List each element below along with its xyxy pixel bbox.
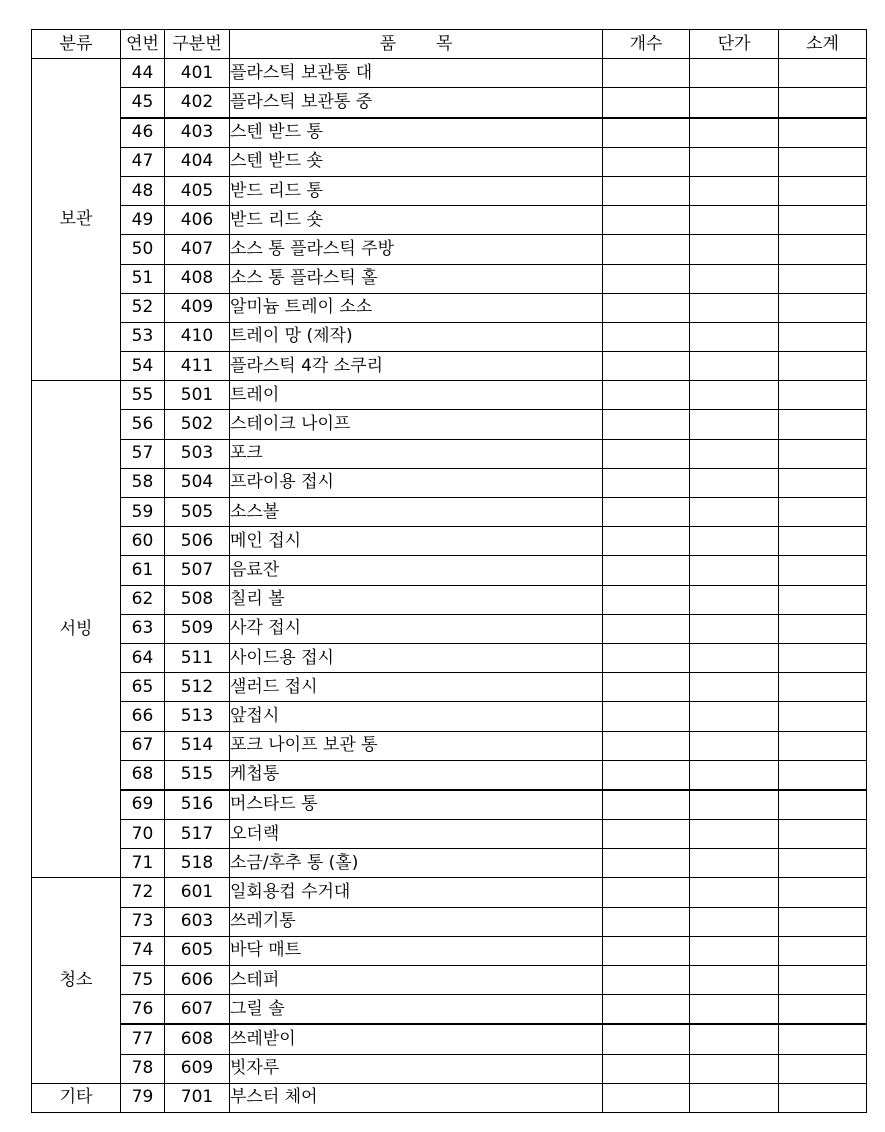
code-cell: 506: [165, 527, 230, 556]
item-cell: 플라스틱 보관통 대: [230, 59, 603, 88]
count-cell: [603, 206, 690, 235]
subtotal-cell: [779, 176, 867, 205]
table-row: [32, 673, 867, 702]
seq-cell: 65: [121, 673, 165, 702]
count-cell: [603, 556, 690, 585]
header-item-char2: 목: [436, 33, 453, 54]
unit-price-cell: [690, 206, 779, 235]
item-cell: 스텐 받드 숏: [230, 147, 603, 176]
unit-price-cell: [690, 556, 779, 585]
unit-price-cell: [690, 790, 779, 820]
subtotal-cell: [779, 468, 867, 497]
seq-cell: 73: [121, 907, 165, 936]
count-cell: [603, 527, 690, 556]
header-seq: 연번: [121, 30, 165, 59]
table-row: [32, 88, 867, 118]
subtotal-cell: [779, 995, 867, 1025]
unit-price-cell: [690, 293, 779, 322]
count-cell: [603, 439, 690, 468]
table-row: [32, 760, 867, 790]
unit-price-cell: [690, 907, 779, 936]
code-cell: 403: [165, 118, 230, 148]
item-cell: 포크 나이프 보관 통: [230, 731, 603, 760]
table-row: [32, 352, 867, 381]
code-cell: 514: [165, 731, 230, 760]
item-cell: 빗자루: [230, 1054, 603, 1083]
subtotal-cell: [779, 381, 867, 410]
unit-price-cell: [690, 439, 779, 468]
item-cell: 오더랙: [230, 820, 603, 849]
count-cell: [603, 498, 690, 527]
code-cell: 402: [165, 88, 230, 118]
unit-price-cell: [690, 585, 779, 614]
count-cell: [603, 966, 690, 995]
category-cell: 보관: [32, 59, 121, 381]
subtotal-cell: [779, 643, 867, 672]
count-cell: [603, 995, 690, 1025]
unit-price-cell: [690, 878, 779, 907]
count-cell: [603, 585, 690, 614]
subtotal-cell: [779, 936, 867, 965]
item-cell: 음료잔: [230, 556, 603, 585]
subtotal-cell: [779, 206, 867, 235]
table-row: [32, 381, 867, 410]
item-cell: 소금/후추 통 (홀): [230, 849, 603, 878]
subtotal-cell: [779, 760, 867, 790]
seq-cell: 79: [121, 1083, 165, 1112]
code-cell: 407: [165, 235, 230, 264]
subtotal-cell: [779, 410, 867, 439]
header-unit-price: 단가: [690, 30, 779, 59]
unit-price-cell: [690, 936, 779, 965]
item-cell: 그릴 솔: [230, 995, 603, 1025]
unit-price-cell: [690, 849, 779, 878]
unit-price-cell: [690, 498, 779, 527]
code-cell: 504: [165, 468, 230, 497]
table-row: [32, 585, 867, 614]
code-cell: 512: [165, 673, 230, 702]
unit-price-cell: [690, 322, 779, 351]
unit-price-cell: [690, 643, 779, 672]
subtotal-cell: [779, 585, 867, 614]
item-cell: 소스 통 플라스틱 홀: [230, 264, 603, 293]
item-cell: 스테이크 나이프: [230, 410, 603, 439]
subtotal-cell: [779, 1054, 867, 1083]
subtotal-cell: [779, 352, 867, 381]
count-cell: [603, 88, 690, 118]
table-row: [32, 439, 867, 468]
count-cell: [603, 381, 690, 410]
subtotal-cell: [779, 88, 867, 118]
subtotal-cell: [779, 849, 867, 878]
seq-cell: 64: [121, 643, 165, 672]
table-row: [32, 293, 867, 322]
seq-cell: 48: [121, 176, 165, 205]
count-cell: [603, 878, 690, 907]
seq-cell: 72: [121, 878, 165, 907]
category-cell: 기타: [32, 1083, 121, 1112]
item-cell: 케첩통: [230, 760, 603, 790]
seq-cell: 74: [121, 936, 165, 965]
table-row: [32, 614, 867, 643]
table-row: [32, 147, 867, 176]
table-row: [32, 849, 867, 878]
unit-price-cell: [690, 820, 779, 849]
count-cell: [603, 643, 690, 672]
table-row: [32, 936, 867, 965]
code-cell: 502: [165, 410, 230, 439]
seq-cell: 50: [121, 235, 165, 264]
table-row: [32, 527, 867, 556]
seq-cell: 47: [121, 147, 165, 176]
count-cell: [603, 352, 690, 381]
seq-cell: 54: [121, 352, 165, 381]
unit-price-cell: [690, 88, 779, 118]
unit-price-cell: [690, 614, 779, 643]
table-row: [32, 731, 867, 760]
unit-price-cell: [690, 410, 779, 439]
item-cell: 앞접시: [230, 702, 603, 731]
count-cell: [603, 849, 690, 878]
equipment-list-table: [31, 29, 867, 1113]
count-cell: [603, 468, 690, 497]
subtotal-cell: [779, 118, 867, 148]
subtotal-cell: [779, 614, 867, 643]
seq-cell: 59: [121, 498, 165, 527]
seq-cell: 66: [121, 702, 165, 731]
code-cell: 411: [165, 352, 230, 381]
header-count: 개수: [603, 30, 690, 59]
item-cell: 알미늄 트레이 소소: [230, 293, 603, 322]
subtotal-cell: [779, 673, 867, 702]
subtotal-cell: [779, 147, 867, 176]
code-cell: 517: [165, 820, 230, 849]
unit-price-cell: [690, 1024, 779, 1054]
item-cell: 받드 리드 통: [230, 176, 603, 205]
table-row: [32, 322, 867, 351]
unit-price-cell: [690, 176, 779, 205]
count-cell: [603, 1054, 690, 1083]
subtotal-cell: [779, 556, 867, 585]
table-row: [32, 118, 867, 148]
code-cell: 410: [165, 322, 230, 351]
seq-cell: 51: [121, 264, 165, 293]
header-code: 구분번: [165, 30, 230, 59]
subtotal-cell: [779, 966, 867, 995]
code-cell: 513: [165, 702, 230, 731]
seq-cell: 49: [121, 206, 165, 235]
code-cell: 406: [165, 206, 230, 235]
code-cell: 501: [165, 381, 230, 410]
subtotal-cell: [779, 790, 867, 820]
table-row: [32, 702, 867, 731]
seq-cell: 62: [121, 585, 165, 614]
seq-cell: 52: [121, 293, 165, 322]
code-cell: 603: [165, 907, 230, 936]
item-cell: 사이드용 접시: [230, 643, 603, 672]
unit-price-cell: [690, 381, 779, 410]
code-cell: 404: [165, 147, 230, 176]
code-cell: 608: [165, 1024, 230, 1054]
unit-price-cell: [690, 966, 779, 995]
seq-cell: 56: [121, 410, 165, 439]
code-cell: 408: [165, 264, 230, 293]
count-cell: [603, 176, 690, 205]
subtotal-cell: [779, 1024, 867, 1054]
subtotal-cell: [779, 527, 867, 556]
table-body: [32, 59, 867, 1113]
unit-price-cell: [690, 118, 779, 148]
item-cell: 스텐 받드 통: [230, 118, 603, 148]
count-cell: [603, 293, 690, 322]
table-row: [32, 643, 867, 672]
seq-cell: 67: [121, 731, 165, 760]
unit-price-cell: [690, 147, 779, 176]
code-cell: 601: [165, 878, 230, 907]
item-cell: 일회용컵 수거대: [230, 878, 603, 907]
seq-cell: 57: [121, 439, 165, 468]
item-cell: 사각 접시: [230, 614, 603, 643]
code-cell: 607: [165, 995, 230, 1025]
count-cell: [603, 410, 690, 439]
unit-price-cell: [690, 1083, 779, 1112]
table-row: [32, 995, 867, 1025]
code-cell: 503: [165, 439, 230, 468]
count-cell: [603, 1083, 690, 1112]
count-cell: [603, 760, 690, 790]
count-cell: [603, 59, 690, 88]
code-cell: 605: [165, 936, 230, 965]
item-cell: 소스볼: [230, 498, 603, 527]
count-cell: [603, 820, 690, 849]
table-row: [32, 1024, 867, 1054]
table-row: [32, 556, 867, 585]
category-cell: 서빙: [32, 381, 121, 878]
item-cell: 플라스틱 4각 소쿠리: [230, 352, 603, 381]
table-row: [32, 966, 867, 995]
seq-cell: 61: [121, 556, 165, 585]
item-cell: 프라이용 접시: [230, 468, 603, 497]
seq-cell: 71: [121, 849, 165, 878]
seq-cell: 70: [121, 820, 165, 849]
item-cell: 머스타드 통: [230, 790, 603, 820]
table-row: [32, 410, 867, 439]
table-row: [32, 235, 867, 264]
table-row: [32, 1054, 867, 1083]
item-cell: 소스 통 플라스틱 주방: [230, 235, 603, 264]
item-cell: 쓰레받이: [230, 1024, 603, 1054]
table-row: [32, 820, 867, 849]
unit-price-cell: [690, 264, 779, 293]
code-cell: 505: [165, 498, 230, 527]
seq-cell: 53: [121, 322, 165, 351]
seq-cell: 75: [121, 966, 165, 995]
seq-cell: 68: [121, 760, 165, 790]
seq-cell: 63: [121, 614, 165, 643]
code-cell: 701: [165, 1083, 230, 1112]
code-cell: 516: [165, 790, 230, 820]
unit-price-cell: [690, 235, 779, 264]
item-cell: 메인 접시: [230, 527, 603, 556]
item-cell: 스테퍼: [230, 966, 603, 995]
subtotal-cell: [779, 820, 867, 849]
table-row: [32, 498, 867, 527]
unit-price-cell: [690, 1054, 779, 1083]
seq-cell: 55: [121, 381, 165, 410]
header-item: [230, 30, 603, 59]
subtotal-cell: [779, 731, 867, 760]
table-row: [32, 176, 867, 205]
code-cell: 409: [165, 293, 230, 322]
seq-cell: 78: [121, 1054, 165, 1083]
subtotal-cell: [779, 322, 867, 351]
count-cell: [603, 790, 690, 820]
code-cell: 511: [165, 643, 230, 672]
subtotal-cell: [779, 439, 867, 468]
count-cell: [603, 936, 690, 965]
code-cell: 507: [165, 556, 230, 585]
seq-cell: 60: [121, 527, 165, 556]
count-cell: [603, 907, 690, 936]
code-cell: 518: [165, 849, 230, 878]
header-row: [32, 30, 867, 59]
count-cell: [603, 1024, 690, 1054]
unit-price-cell: [690, 468, 779, 497]
count-cell: [603, 322, 690, 351]
table-row: [32, 1083, 867, 1112]
code-cell: 606: [165, 966, 230, 995]
unit-price-cell: [690, 673, 779, 702]
code-cell: 509: [165, 614, 230, 643]
item-cell: 칠리 볼: [230, 585, 603, 614]
header-subtotal: 소계: [779, 30, 867, 59]
header-item-char1: 품: [379, 33, 396, 54]
header-category: 분류: [32, 30, 121, 59]
item-cell: 트레이 망 (제작): [230, 322, 603, 351]
category-cell: 청소: [32, 878, 121, 1083]
subtotal-cell: [779, 498, 867, 527]
count-cell: [603, 702, 690, 731]
code-cell: 401: [165, 59, 230, 88]
item-cell: 바닥 매트: [230, 936, 603, 965]
count-cell: [603, 614, 690, 643]
subtotal-cell: [779, 59, 867, 88]
seq-cell: 46: [121, 118, 165, 148]
unit-price-cell: [690, 702, 779, 731]
unit-price-cell: [690, 59, 779, 88]
subtotal-cell: [779, 293, 867, 322]
count-cell: [603, 235, 690, 264]
seq-cell: 44: [121, 59, 165, 88]
unit-price-cell: [690, 527, 779, 556]
seq-cell: 77: [121, 1024, 165, 1054]
table-row: [32, 907, 867, 936]
item-cell: 플라스틱 보관통 중: [230, 88, 603, 118]
unit-price-cell: [690, 995, 779, 1025]
subtotal-cell: [779, 1083, 867, 1112]
table-row: [32, 468, 867, 497]
subtotal-cell: [779, 235, 867, 264]
count-cell: [603, 147, 690, 176]
code-cell: 609: [165, 1054, 230, 1083]
item-cell: 트레이: [230, 381, 603, 410]
code-cell: 508: [165, 585, 230, 614]
seq-cell: 76: [121, 995, 165, 1025]
subtotal-cell: [779, 878, 867, 907]
table-row: [32, 878, 867, 907]
subtotal-cell: [779, 907, 867, 936]
unit-price-cell: [690, 731, 779, 760]
table-row: [32, 59, 867, 88]
item-cell: 쓰레기통: [230, 907, 603, 936]
unit-price-cell: [690, 352, 779, 381]
seq-cell: 69: [121, 790, 165, 820]
seq-cell: 45: [121, 88, 165, 118]
item-cell: 받드 리드 숏: [230, 206, 603, 235]
count-cell: [603, 731, 690, 760]
count-cell: [603, 673, 690, 702]
table-row: [32, 206, 867, 235]
table-row: [32, 790, 867, 820]
unit-price-cell: [690, 760, 779, 790]
seq-cell: 58: [121, 468, 165, 497]
item-cell: 포크: [230, 439, 603, 468]
count-cell: [603, 118, 690, 148]
count-cell: [603, 264, 690, 293]
subtotal-cell: [779, 702, 867, 731]
item-cell: 부스터 체어: [230, 1083, 603, 1112]
table-row: [32, 264, 867, 293]
item-cell: 샐러드 접시: [230, 673, 603, 702]
code-cell: 405: [165, 176, 230, 205]
code-cell: 515: [165, 760, 230, 790]
subtotal-cell: [779, 264, 867, 293]
